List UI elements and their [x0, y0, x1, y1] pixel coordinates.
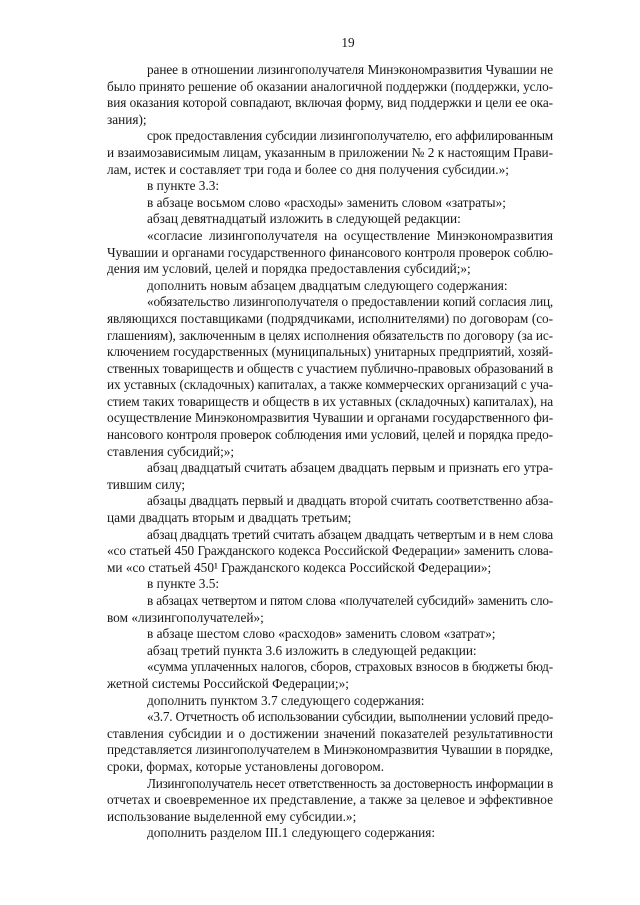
text-line: вия оказания которой совпадают, включая форму, вид поддержки и цели ее ока-: [107, 95, 553, 111]
text-line: абзацы двадцать первый и двадцать второй считать соответственно абза-: [147, 493, 553, 509]
text-line: ставления субсидии и о достижении значений показателей результативности: [107, 725, 553, 741]
text-line: в пункте 3.3:: [147, 178, 220, 194]
text-line: нансового контроля проверок соблюдения ими условий, целей и порядка предо-: [107, 427, 553, 443]
document-body: [107, 62, 553, 842]
paragraph: [107, 593, 553, 626]
paragraph: [107, 776, 553, 826]
paragraph: [107, 626, 553, 643]
text-line: их уставных (складочных) капиталах, а также коммерческих организаций с уча-: [107, 377, 553, 393]
paragraph: [107, 493, 553, 526]
paragraph: [107, 62, 553, 128]
paragraph: [107, 228, 553, 278]
text-line: «сумма уплаченных налогов, сборов, страховых взносов в бюджеты бюд-: [147, 659, 553, 675]
text-line: являющихся поставщиками (подрядчиками, исполнителями) по договорам (со-: [107, 310, 553, 326]
text-line: цами двадцать вторым и двадцать третьим;: [107, 510, 352, 526]
text-line: в абзаце восьмом слово «расходы» заменить словом «затраты»;: [147, 194, 506, 210]
text-line: тившим силу;: [107, 476, 186, 492]
paragraph: [107, 825, 553, 842]
text-line: сроки, формах, которые установлены договором.: [107, 758, 385, 774]
text-line: зания);: [107, 111, 147, 127]
paragraph: [107, 178, 553, 195]
text-line: стием таких товариществ и обществ в их уставных (складочных) капиталах), на: [107, 393, 553, 409]
text-line: «3.7. Отчетность об использовании субсидии, выполнении условий предо-: [147, 709, 553, 725]
text-line: абзац девятнадцатый изложить в следующей редакции:: [147, 211, 461, 227]
paragraph: [107, 643, 553, 660]
paragraph: [107, 527, 553, 577]
text-line: абзац двадцатый считать абзацем двадцать первым и признать его утра-: [147, 460, 553, 476]
text-line: абзац третий пункта 3.6 изложить в следующей редакции:: [147, 642, 477, 658]
text-line: Лизингополучатель несет ответственность за достоверность информации в: [147, 775, 553, 791]
text-line: глашениям), заключенным в целях исполнения обязательств по договору (за ис-: [107, 327, 553, 343]
paragraph: [107, 195, 553, 212]
text-line: дополнить разделом III.1 следующего содержания:: [147, 825, 436, 841]
text-line: в пункте 3.5:: [147, 576, 220, 592]
page-number: 19: [341, 35, 355, 50]
text-line: было принято решение об оказании аналогичной поддержки (поддержки, усло-: [107, 78, 553, 94]
text-line: использование выделенной ему субсидии.»;: [107, 808, 357, 824]
text-line: ранее в отношении лизингополучателя Минэкономразвития Чувашии не: [147, 62, 553, 77]
text-line: дополнить пунктом 3.7 следующего содержания:: [147, 692, 425, 708]
paragraph: [107, 294, 553, 460]
text-line: ключением государственных (муниципальных) унитарных предприятий, хозяй-: [107, 344, 553, 360]
paragraph: [107, 576, 553, 593]
paragraph: [107, 278, 553, 295]
text-line: «со статьей 450 Гражданского кодекса Российской Федерации» заменить слова-: [107, 543, 553, 559]
text-line: дения им условий, целей и порядка предоставления субсидий;»;: [107, 261, 471, 277]
text-line: Чувашии и органами государственного финансового контроля проверок соблю-: [107, 244, 553, 260]
text-line: осуществление Минэкономразвития Чувашии и органами государственного фи-: [107, 410, 553, 426]
text-line: и взаимозависимым лицам, указанным в приложении № 2 к настоящим Прави-: [107, 144, 553, 160]
paragraph: [107, 709, 553, 775]
text-line: в абзацах четвертом и пятом слова «получателей субсидий» заменить сло-: [147, 593, 553, 608]
text-line: ственных товариществ и обществ с участием публично-правовых образований в: [107, 360, 553, 376]
paragraph: [107, 211, 553, 228]
text-line: «обязательство лизингополучателя о предоставлении копий согласия лиц,: [147, 294, 553, 310]
text-line: ми «со статьей 450¹ Гражданского кодекса Российской Федерации»;: [107, 559, 492, 575]
text-line: ставления субсидий;»;: [107, 443, 235, 459]
text-line: отчетах и своевременное их представление, а также за целевое и эффективное: [107, 792, 553, 808]
text-line: «согласие лизингополучателя на осуществление Минэкономразвития: [147, 227, 553, 243]
text-line: дополнить новым абзацем двадцатым следующего содержания:: [147, 277, 508, 293]
text-line: представляется лизингополучателем в Минэкономразвития Чувашии в порядке,: [107, 742, 553, 758]
paragraph: [107, 128, 553, 178]
paragraph: [107, 693, 553, 710]
text-line: вом «лизингополучателей»;: [107, 609, 264, 625]
text-line: абзац двадцать третий считать абзацем двадцать четвертым и в нем слова: [147, 526, 553, 542]
text-line: срок предоставления субсидии лизингополучателю, его аффилированным: [147, 128, 553, 144]
text-line: лам, истек и составляет три года и более со дня получения субсидии.»;: [107, 161, 509, 177]
paragraph: [107, 659, 553, 692]
text-line: в абзаце шестом слово «расходов» заменить словом «затрат»;: [147, 626, 496, 642]
paragraph: [107, 460, 553, 493]
text-line: жетной системы Российской Федерации;»;: [107, 675, 349, 691]
